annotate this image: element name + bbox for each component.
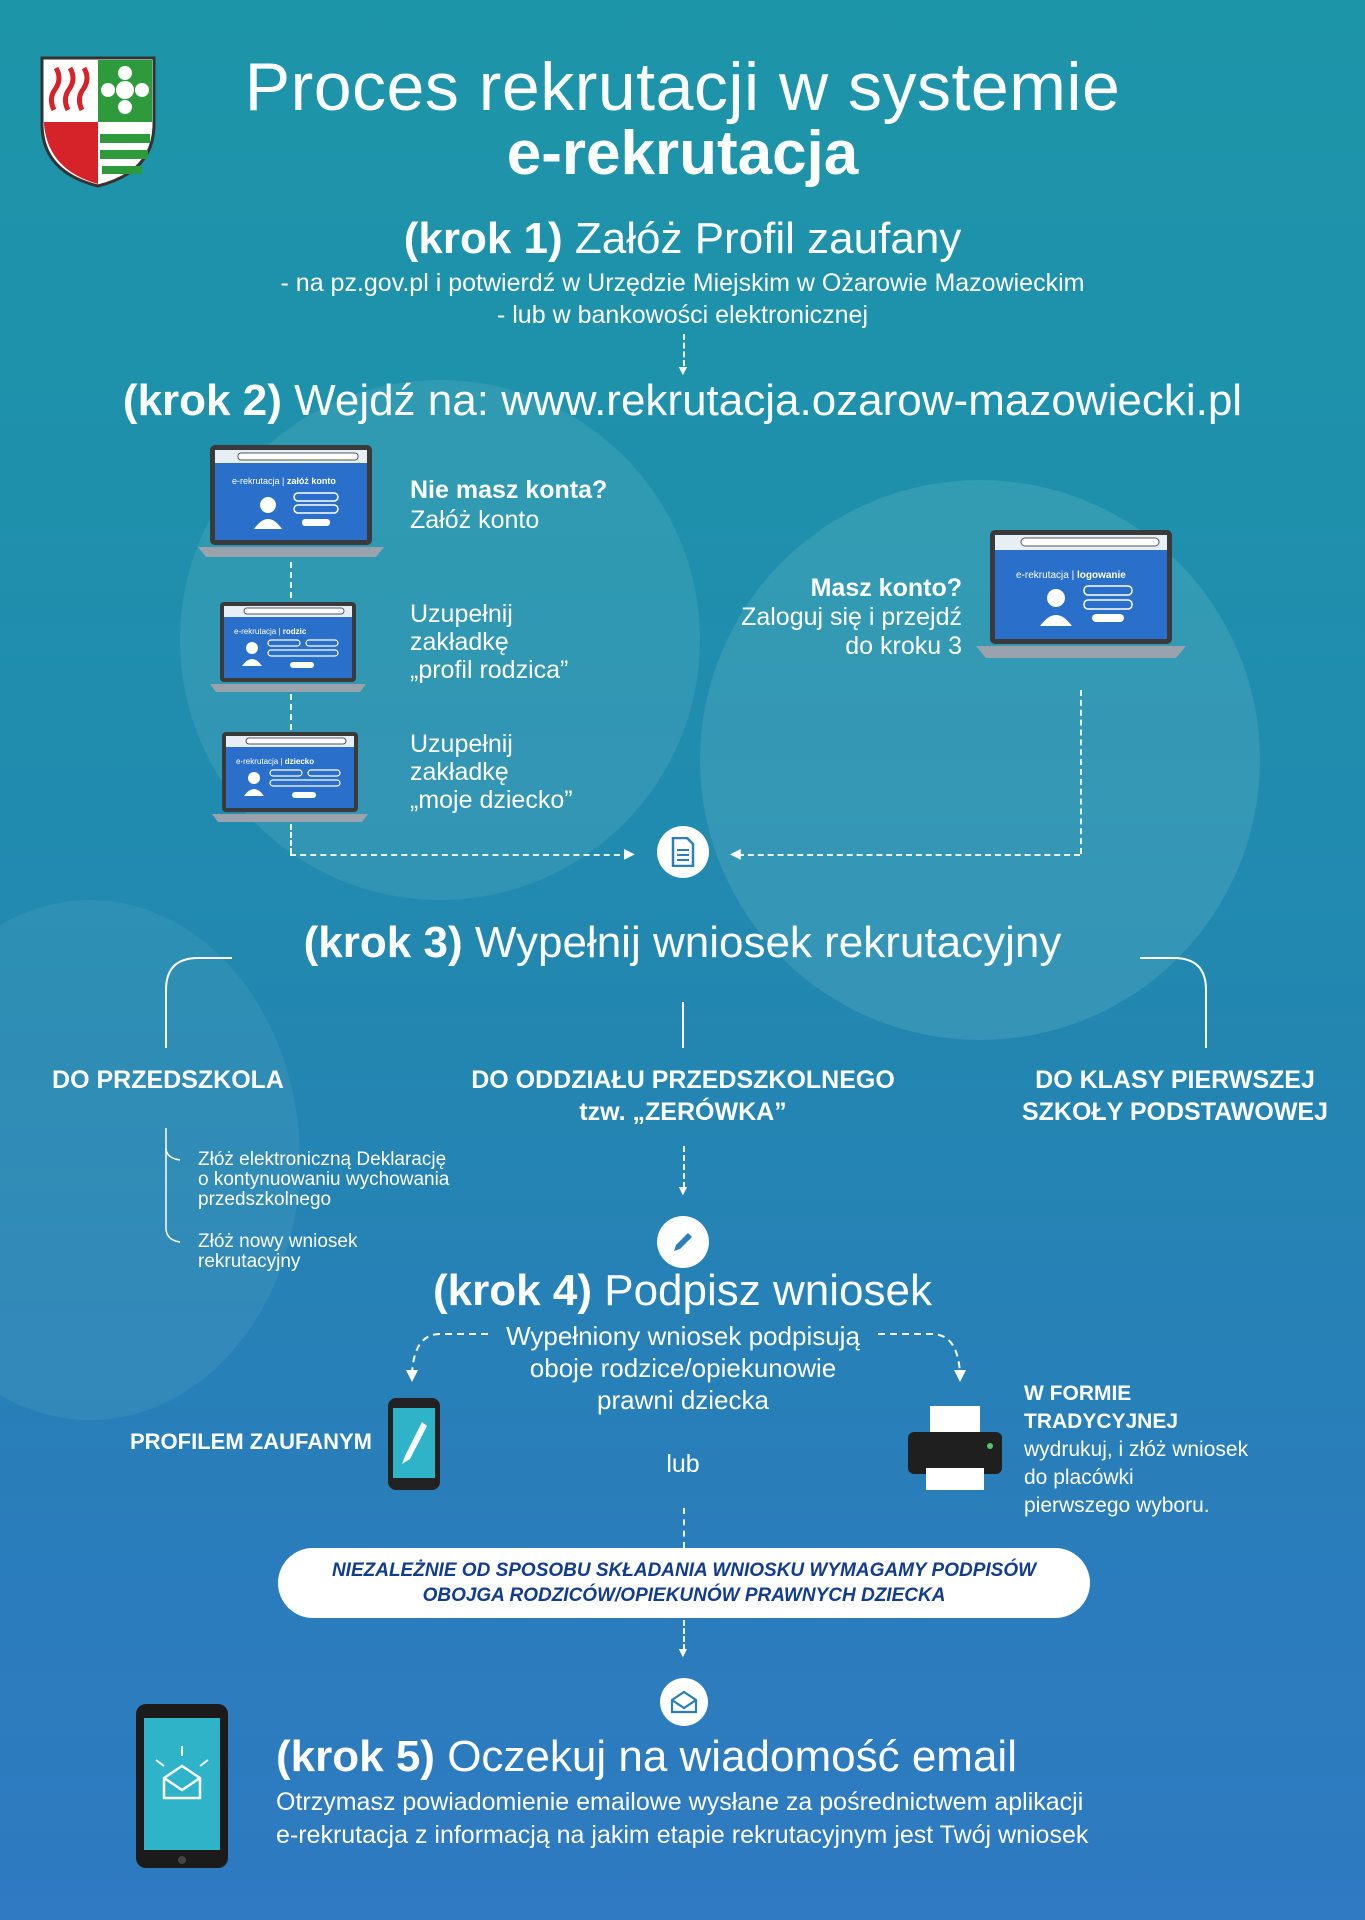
- laptop-parent-profile: [210, 600, 366, 699]
- category-preschool: DO PRZEDSZKOLA: [52, 1066, 284, 1094]
- step2-title: Wejdź na: www.rekrutacja.ozarow-mazowiecki.pl: [294, 376, 1243, 425]
- step4-branch-arrows: [400, 1322, 980, 1392]
- connector: [290, 562, 292, 598]
- trusted-profile-label: PROFILEM ZAUFANYM: [130, 1429, 372, 1454]
- laptop-create-account: [198, 443, 384, 564]
- arrow-down-icon: ▼: [676, 1182, 690, 1198]
- step1-line2: - lub w bankowości elektronicznej: [496, 301, 868, 329]
- step4-description: Wypełniony wniosek podpisują oboje rodzice/opiekunowie prawni dziecka: [506, 1321, 860, 1415]
- category-first-grade: DO KLASY PIERWSZEJ SZKOŁY PODSTAWOWEJ: [1021, 1066, 1329, 1126]
- step2-label: (krok 2): [122, 376, 282, 425]
- category-zerowka: DO ODDZIAŁU PRZEDSZKOLNEGO tzw. „ZERÓWKA”: [471, 1066, 895, 1126]
- parent-step-text: Uzupełnij zakładkę „profil rodzica”: [410, 600, 569, 684]
- connector: [290, 854, 630, 856]
- step5-title: Oczekuj na wiadomość email: [447, 1732, 1017, 1781]
- step1-heading: [0, 214, 1365, 264]
- child-step-text: Uzupełnij zakładkę „moje dziecko”: [410, 730, 573, 814]
- preschool-option-new: Złóż nowy wniosek rekrutacyjny: [198, 1231, 358, 1272]
- page-subtitle: e-rekrutacja: [506, 119, 859, 188]
- envelope-icon: [660, 1678, 708, 1726]
- arrow-left-icon: ◀: [730, 845, 741, 861]
- step4-or: lub: [666, 1450, 700, 1478]
- tablet-icon: [134, 1702, 230, 1875]
- connector: [738, 854, 1080, 856]
- connector: [290, 694, 292, 730]
- no-account-text: Załóż konto: [410, 506, 540, 534]
- step5-label: (krok 5): [276, 1732, 435, 1781]
- step1-line1: - na pz.gov.pl i potwierdź w Urzędzie Miejskim w Ożarowie Mazowieckim: [280, 269, 1085, 297]
- step1-title: Załóż Profil zaufany: [574, 214, 962, 263]
- step3-label: (krok 3): [303, 918, 463, 967]
- connector: [290, 824, 292, 854]
- phone-icon: [386, 1396, 442, 1497]
- traditional-form-text: W FORMIE TRADYCYJNEJ wydrukuj, i złóż wniosek do placówki pierwszego wyboru.: [1024, 1382, 1249, 1517]
- page-title: Proces rekrutacji w systemie: [244, 49, 1121, 125]
- arrow-down-icon: ▼: [676, 1644, 690, 1660]
- step3-title: Wypełnij wniosek rekrutacyjny: [474, 918, 1062, 967]
- arrow-right-icon: ▶: [624, 845, 635, 861]
- preschool-options-bracket: [160, 1128, 200, 1248]
- no-account-title: Nie masz konta?: [410, 476, 608, 504]
- connector: [1080, 690, 1082, 854]
- screen-brand: e-rekrutacja | załóż konto: [232, 476, 336, 486]
- laptop-login: [976, 528, 1186, 665]
- step5-description: Otrzymasz powiadomienie emailowe wysłane za pośrednictwem aplikacji e-rekrutacja z informacją na jakim etapie rekrutacyjnym jest Twój wniosek: [276, 1788, 1089, 1849]
- pen-icon: [657, 1216, 709, 1268]
- signature-requirement-banner: NIEZALEŻNIE OD SPOSOBU SKŁADANIA WNIOSKU WYMAGAMY PODPISÓW OBOJGA RODZICÓW/OPIEKUNÓW PRAWNYCH DZIECKA: [278, 1548, 1090, 1618]
- connector: [683, 1508, 685, 1548]
- screen-brand: e-rekrutacja | rodzic: [234, 627, 307, 636]
- arrow-down-icon: ▼: [676, 362, 690, 378]
- step4-heading: [0, 1266, 1365, 1316]
- step4-title: Podpisz wniosek: [604, 1266, 932, 1315]
- preschool-option-declaration: Złóż elektroniczną Deklarację o kontynuowaniu wychowania przedszkolnego: [198, 1149, 450, 1210]
- step5-heading: [276, 1732, 1017, 1782]
- step1-label: (krok 1): [403, 214, 563, 263]
- printer-icon: [904, 1402, 1006, 1497]
- laptop-child-profile: [212, 730, 368, 829]
- step4-label: (krok 4): [433, 1266, 592, 1315]
- step2-heading: [0, 376, 1365, 426]
- has-account-text: Masz konto? Zaloguj się i przejdź do kroku 3: [741, 574, 962, 660]
- screen-brand: e-rekrutacja | dziecko: [236, 757, 315, 766]
- screen-brand: e-rekrutacja | logowanie: [1016, 570, 1126, 581]
- document-icon: [657, 826, 709, 878]
- step3-branch-lines: [0, 950, 1365, 1050]
